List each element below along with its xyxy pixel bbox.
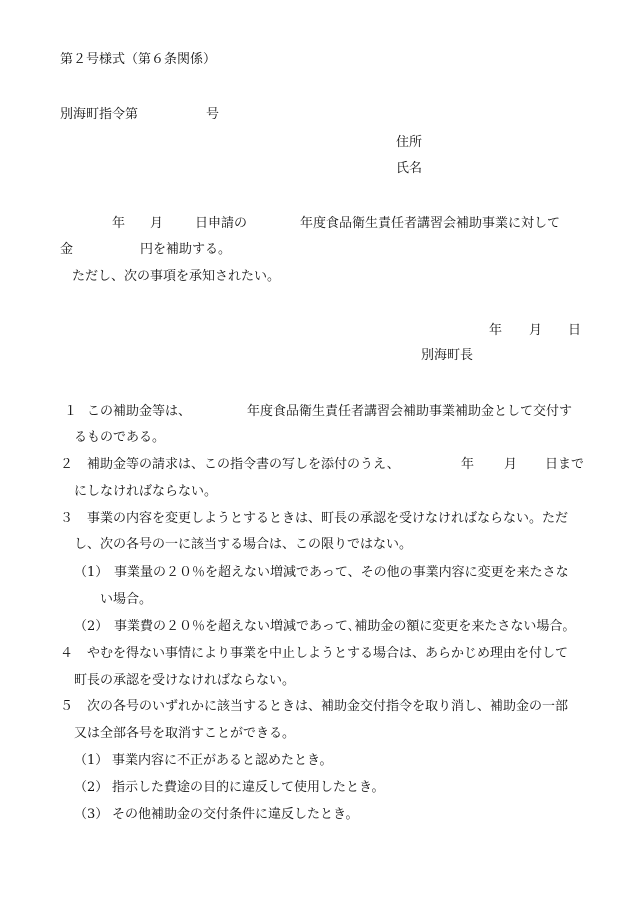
condition-5-item1-number: （1）	[74, 753, 109, 768]
intro-program-title: 年度食品衛生責任者講習会補助事業に対して	[300, 216, 561, 231]
condition-4-line2: 町長の承認を受けなければならない。	[74, 673, 296, 688]
address-label: 住所	[396, 135, 423, 150]
proviso: ただし、次の事項を承知されたい。	[72, 269, 281, 284]
condition-1-line2: るものである。	[74, 430, 166, 445]
condition-5-item3-number: （3）	[74, 807, 109, 822]
issuer: 別海町長	[421, 348, 474, 363]
condition-5-line2: 又は全部各号を取消すことができる。	[74, 726, 296, 741]
condition-3-item1-number: （1）	[74, 565, 109, 580]
issue-day: 日	[568, 323, 582, 338]
order-number-suffix: 号	[206, 107, 220, 122]
condition-3-item2-line1: 事業費の２０％を超えない増減であって､補助金の額に変更を来たさない場合。	[114, 619, 576, 634]
condition-3-number: ３	[60, 511, 74, 526]
amount-suffix: 円を補助する。	[140, 242, 232, 257]
condition-2-year: 年	[461, 457, 475, 472]
condition-2-line2: にしなければならない。	[74, 484, 218, 499]
issue-year: 年	[489, 323, 503, 338]
condition-3-line1: 事業の内容を変更しようとするときは、町長の承認を受けなければならない。ただ	[87, 511, 569, 526]
condition-3-item1-line2: い場合。	[100, 592, 153, 607]
condition-5-number: ５	[60, 699, 74, 714]
condition-2-month: 月	[504, 457, 518, 472]
condition-5-item2-number: （2）	[74, 780, 109, 795]
name-label: 氏名	[396, 161, 423, 176]
condition-1-line1a: この補助金等は、	[87, 404, 192, 419]
condition-3-line2: し、次の各号の一に該当する場合は、この限りではない。	[74, 537, 413, 552]
condition-5-item3-text: その他補助金の交付条件に違反したとき。	[112, 807, 359, 822]
condition-3-item2-number: （2）	[74, 619, 109, 634]
issue-month: 月	[529, 323, 543, 338]
condition-5-item2-text: 指示した費途の目的に違反して使用したとき。	[112, 780, 385, 795]
condition-4-line1: やむを得ない事情により事業を中止しようとする場合は、あらかじめ理由を付して	[87, 646, 569, 661]
condition-1-line1b: 年度食品衛生責任者講習会補助事業補助金として交付す	[247, 404, 573, 419]
intro-day-application: 日申請の	[195, 216, 248, 231]
condition-1-number: １	[64, 404, 78, 419]
condition-4-number: ４	[60, 646, 74, 661]
form-title: 第２号様式（第６条関係）	[60, 52, 217, 67]
intro-year-label: 年	[112, 216, 126, 231]
condition-5-item1-text: 事業内容に不正があると認めたとき。	[112, 753, 333, 768]
order-number-label: 別海町指令第	[60, 107, 139, 122]
condition-2-number: ２	[60, 457, 74, 472]
amount-prefix: 金	[60, 242, 74, 257]
condition-2-line1a: 補助金等の請求は、この指令書の写しを添付のうえ、	[87, 457, 400, 472]
condition-5-line1: 次の各号のいずれかに該当するときは、補助金交付指令を取り消し、補助金の一部	[87, 699, 569, 714]
condition-3-item1-line1: 事業量の２０％を超えない増減であって、その他の事業内容に変更を来たさな	[114, 565, 569, 580]
condition-2-line1b: 日まで	[545, 457, 585, 472]
intro-month-label: 月	[150, 216, 164, 231]
